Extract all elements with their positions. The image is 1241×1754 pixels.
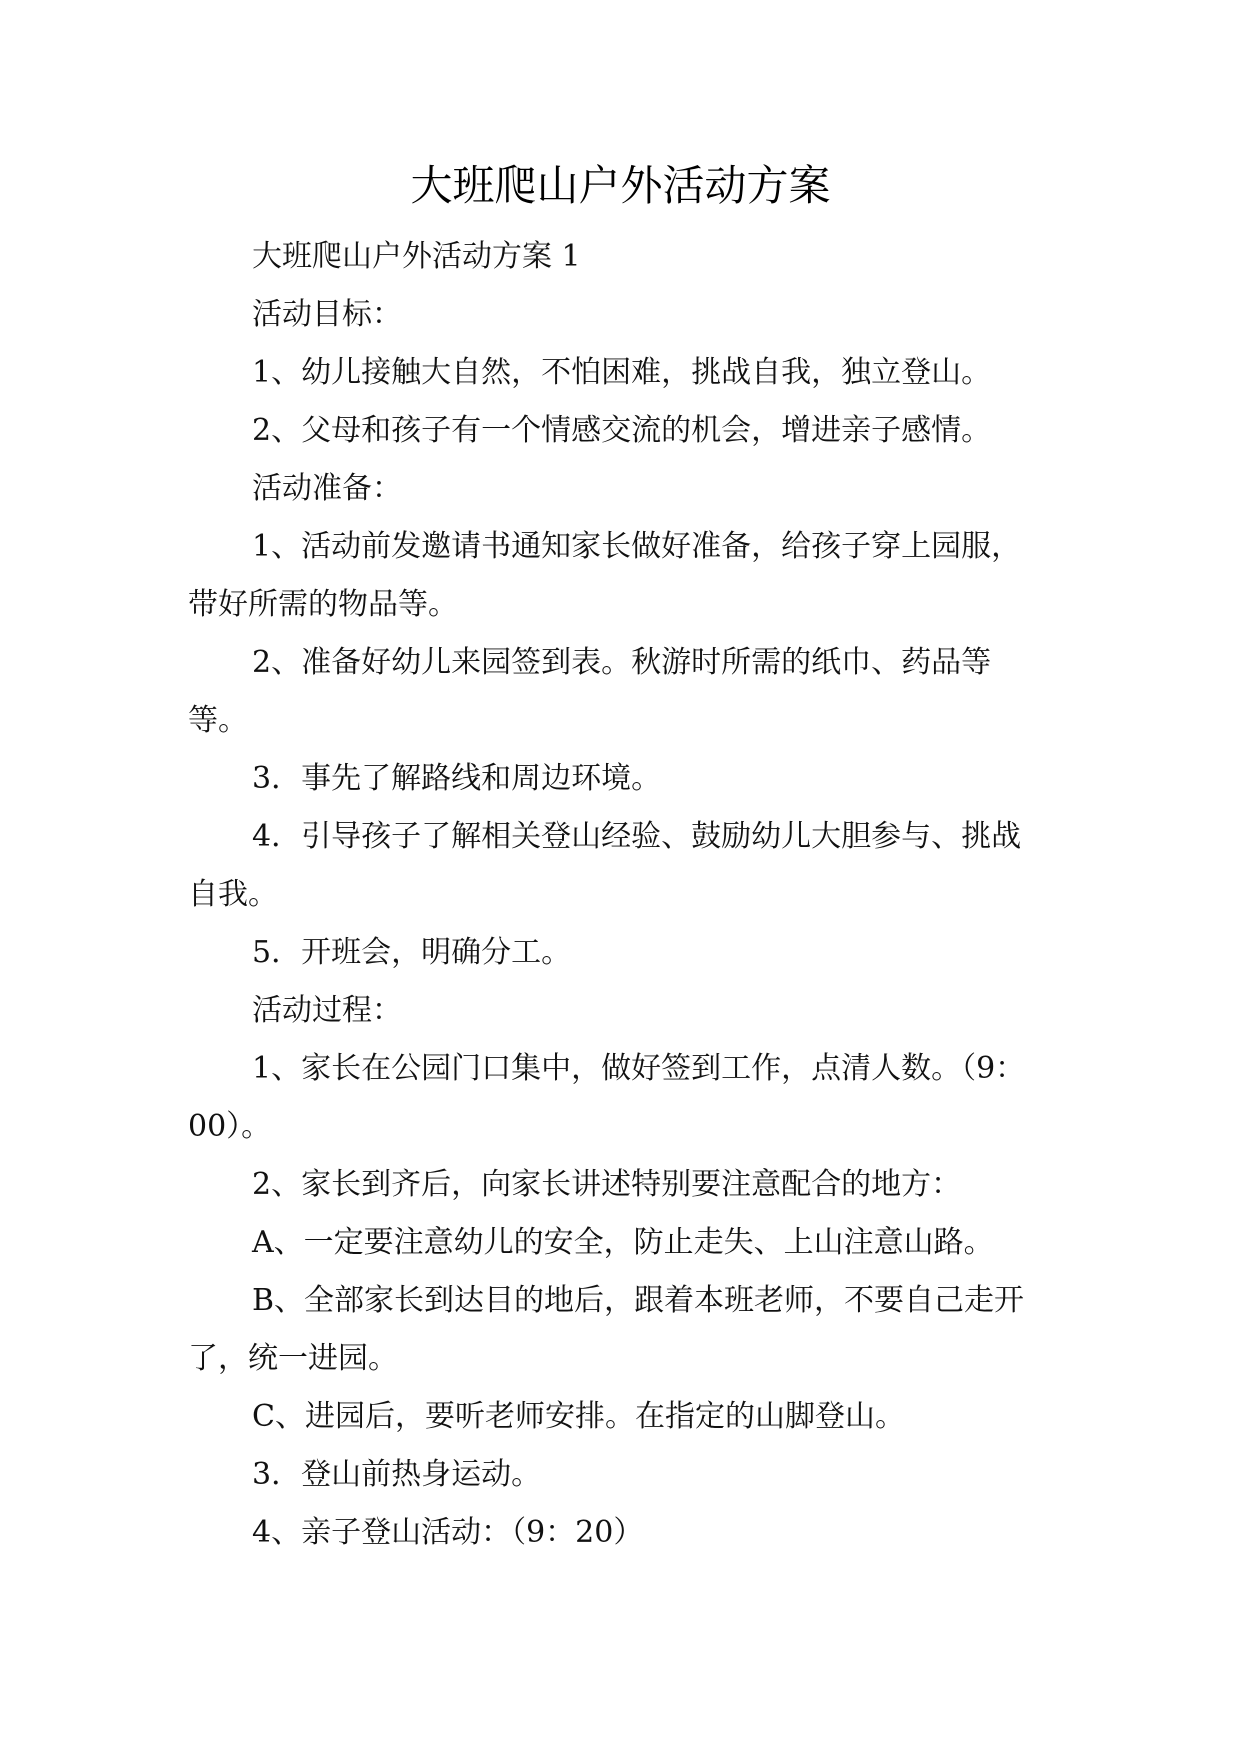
paragraph-prep-2: 2、准备好幼儿来园签到表。秋游时所需的纸巾、药品等等。 (188, 645, 992, 738)
paragraph-process-a: A、一定要注意幼儿的安全，防止走失、上山注意山路。 (252, 1225, 994, 1260)
paragraph-prep-5: 5．开班会，明确分工。 (252, 935, 572, 970)
paragraph-heading-prep: 活动准备： (252, 471, 402, 506)
document-title: 大班爬山户外活动方案 (410, 161, 831, 210)
paragraph-process-4: 4、亲子登山活动：（9：20） (252, 1515, 644, 1550)
paragraph-process-c: C、进园后，要听老师安排。在指定的山脚登山。 (252, 1399, 905, 1434)
document-body (188, 228, 1050, 1562)
paragraph-goal-1: 1、幼儿接触大自然，不怕困难，挑战自我，独立登山。 (252, 355, 992, 390)
paragraph-goal-2: 2、父母和孩子有一个情感交流的机会，增进亲子感情。 (252, 413, 992, 448)
paragraph-process-1: 1、家长在公园门口集中，做好签到工作，点清人数。（9：00）。 (188, 1051, 1026, 1144)
paragraph-prep-3: 3．事先了解路线和周边环境。 (252, 761, 662, 796)
paragraph-prep-1: 1、活动前发邀请书通知家长做好准备，给孩子穿上园服，带好所需的物品等。 (188, 529, 1022, 622)
paragraph-process-3: 3．登山前热身运动。 (252, 1457, 542, 1492)
paragraph-process-b: B、全部家长到达目的地后，跟着本班老师，不要自己走开了，统一进园。 (188, 1283, 1025, 1376)
paragraph-heading-goals: 活动目标： (252, 297, 402, 332)
paragraph-heading-process: 活动过程： (252, 993, 402, 1028)
paragraph-prep-4: 4．引导孩子了解相关登山经验、鼓励幼儿大胆参与、挑战自我。 (188, 819, 1022, 912)
paragraph-process-2: 2、家长到齐后，向家长讲述特别要注意配合的地方： (252, 1167, 962, 1202)
paragraph-subtitle: 大班爬山户外活动方案 1 (252, 239, 581, 274)
